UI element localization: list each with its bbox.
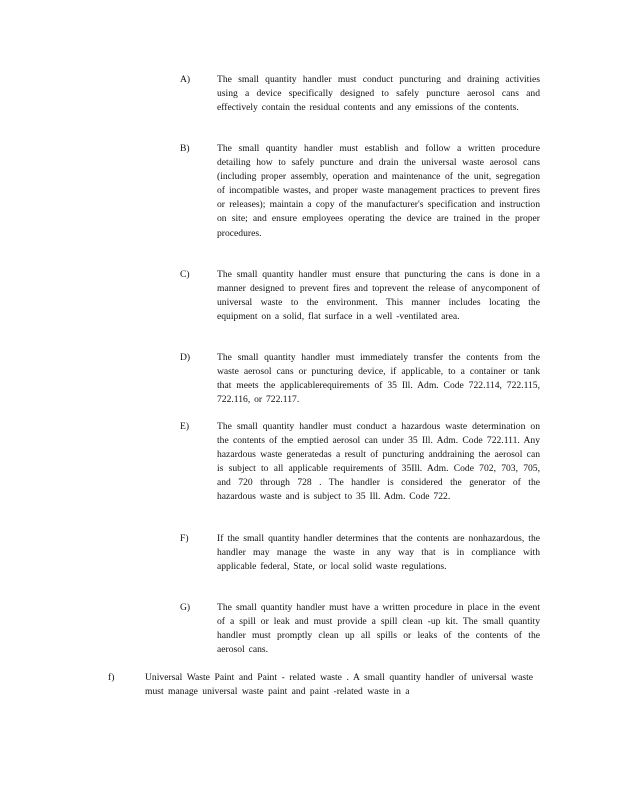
subsection-text: Universal Waste Paint and Paint - related waste . A small quantity handler of universal waste must manage universal waste paint and paint -related waste in a (145, 672, 533, 698)
item-marker: D) (180, 352, 191, 363)
list-item-a (180, 73, 540, 115)
item-marker: G) (180, 602, 191, 613)
list-item-g (180, 601, 540, 657)
item-text: The small quantity handler must conduct puncturing and draining activities using a device specifically designed to safely puncture aerosol cans and effectively contain the residual contents and any emissions of the contents. (217, 74, 540, 114)
subsection-marker: f) (108, 672, 115, 683)
item-text: The small quantity handler must establish and follow a written procedure detailing how to safely puncture and drain the universal waste aerosol cans (including proper assembly, operation and maintenance of the unit, segregation of incompatible wastes, and proper waste management practices to prevent fires or releases); maintain a copy of the manufacturer's specification and instruction on site; and ensure employees operating the device are trained in the proper procedures. (217, 143, 540, 239)
item-text: The small quantity handler must have a written procedure in place in the event of a spill or leak and must provide a spill clean -up kit. The small quantity handler must promptly clean up all spills or leaks of the contents of the aerosol cans. (217, 602, 540, 656)
item-text: The small quantity handler must immediately transfer the contents from the waste aerosol cans or puncturing device, if applicable, to a container or tank that meets the applicablerequirements of 35 Ill. Adm. Code 722.114, 722.115, 722.116, or 722.117. (217, 352, 540, 406)
list-item-d (180, 351, 540, 407)
item-text: The small quantity handler must ensure that puncturing the cans is done in a manner designed to prevent fires and toprevent the release of anycomponent of universal waste to the environment. This manner includes locating the equipment on a solid, flat surface in a well -ventilated area. (217, 269, 540, 323)
item-marker: C) (180, 269, 190, 280)
item-marker: E) (180, 421, 190, 432)
list-item-f (180, 532, 540, 574)
list-item-c (180, 268, 540, 324)
subsection-f (108, 671, 533, 699)
item-marker: B) (180, 143, 190, 154)
item-text: If the small quantity handler determines that the contents are nonhazardous, the handler may manage the waste in any way that is in compliance with applicable federal, State, or local solid waste regulations. (217, 533, 540, 573)
list-item-b (180, 142, 540, 241)
item-marker: F) (180, 533, 189, 544)
item-marker: A) (180, 74, 191, 85)
item-text: The small quantity handler must conduct a hazardous waste determination on the contents of the emptied aerosol can under 35 Ill. Adm. Code 722.111. Any hazardous waste generatedas a result of puncturing anddraining the aerosol can is subject to all applicable requirements of 35Ill. Adm. Code 702, 703, 705, and 720 through 728 . The handler is considered the generator of the hazardous waste and is subject to 35 Ill. Adm. Code 722. (217, 421, 540, 503)
list-item-e (180, 420, 540, 505)
